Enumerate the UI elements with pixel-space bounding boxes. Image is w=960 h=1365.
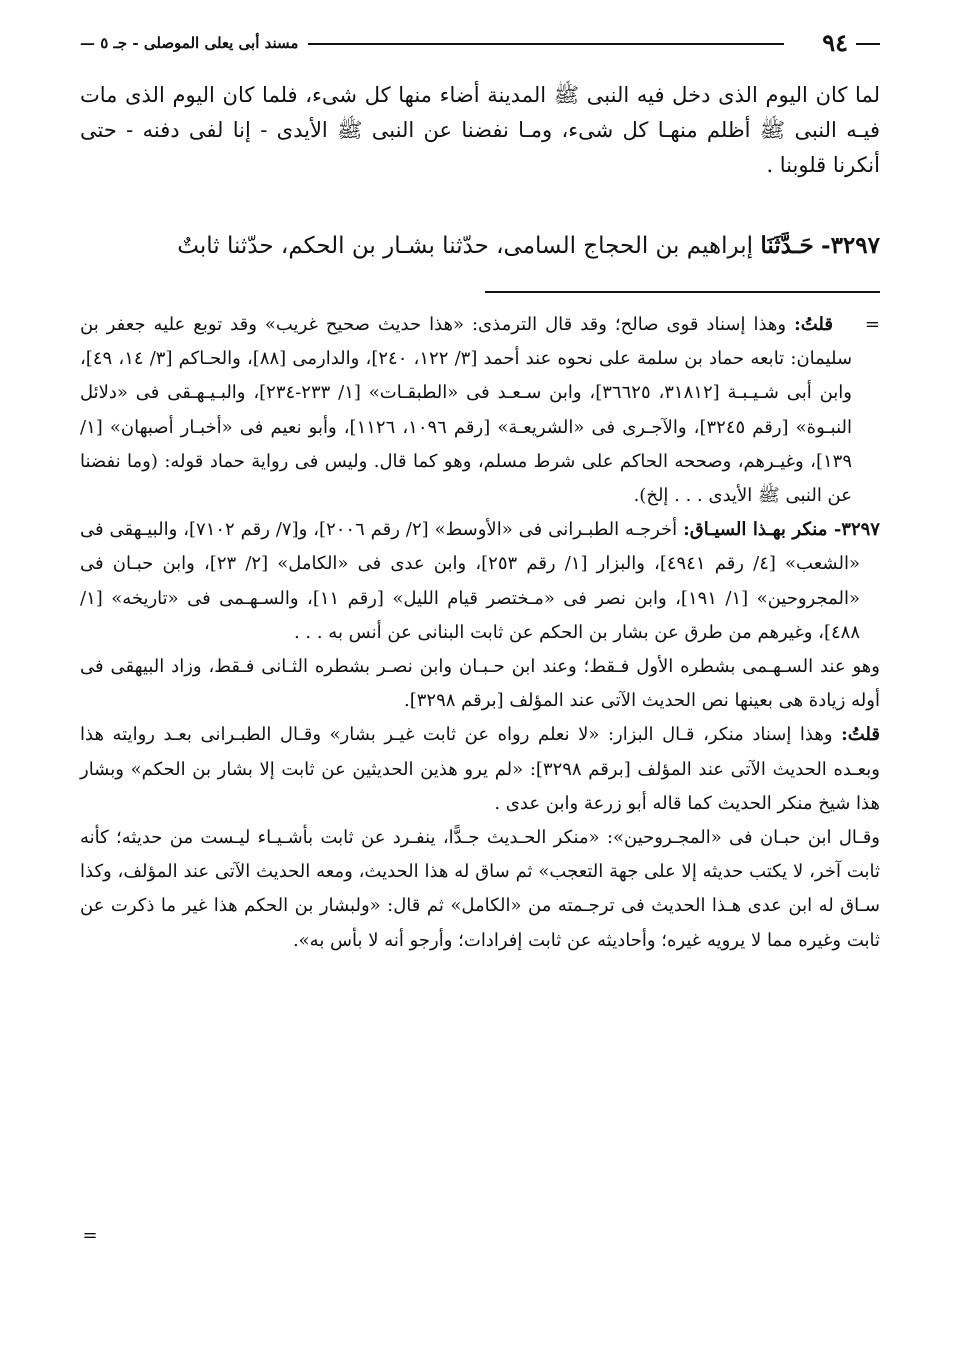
hadith-isnad: إبراهيم بن الحجاج السامى، حدّثنا بشـار بن الحكم، حدّثنا ثابتٌ — [177, 233, 754, 259]
footnote-3297-label: ٣٢٩٧- منكر بهـذا السيـاق: — [683, 519, 880, 541]
footnote-para5: وقـال ابن حبـان فى «المجـروحين»: «منكر الحـديث جـدًّا، ينفـرد عن ثابت بأشـيـاء ليـست من حديثه؛ كأنه ثابت آخر، لا يكتب حديثه إلا على جهة التعجب» ثم ساق له هذا الحديث، ومعه الحديث الآتى عند المؤلف، وكذا سـاق له ابن عدى هـذا الحديث فى ترجـمته من «الكامل» ثم قال: «ولبشار بن الحكم هذا غير ما ذكرت عن ثابت وغيره مما لا يرويه غيره؛ وأحاديثه عن ثابت إفرادات؛ وأرجو أنه لا بأس به». — [80, 827, 880, 951]
footnote-separator — [485, 291, 880, 293]
footnote-continuation — [80, 308, 880, 513]
hadith-verb: حَـدَّثَنَا — [760, 232, 814, 259]
footnote-3297 — [80, 513, 880, 650]
header-rule — [308, 43, 784, 45]
footnote-para4-text: وهذا إسناد منكر، قـال البزار: «لا نعلم رواه عن ثابت غيـر بشار» وقـال الطبـرانى بعـد روايته هذا وبعـده الحديث الآتى عند المؤلف [برقم ٣٢٩٨]: «لم يرو هذين الحديثين عن ثابت إلا بشار بن الحكم» وبشار هذا شيخ منكر الحديث كما قاله أبو زرعة وابن عدى . — [80, 724, 880, 814]
footnote-para4 — [80, 718, 880, 821]
continuation-end-marker: = — [82, 1225, 98, 1246]
page-number: ٩٤ — [822, 28, 848, 57]
qult-label: قلتُ: — [794, 314, 833, 335]
running-header — [80, 28, 880, 58]
footnotes — [80, 308, 880, 958]
qult-label-2: قلتُ: — [841, 724, 880, 746]
hadith-3297-header — [80, 226, 880, 266]
main-paragraph: لما كان اليوم الذى دخل فيه النبى ﷺ المدينة أضاء منها كل شىء، فلما كان اليوم الذى مات فيـه النبى ﷺ أظلم منهـا كل شىء، ومـا نفضنا عن النبى ﷺ الأيدى - إنا لفى دفنه - حتى أنكرنا قلوبنا . — [80, 83, 880, 177]
continuation-marker: = — [864, 314, 880, 335]
header-dash — [856, 43, 880, 45]
footnote-note1: وهذا إسناد قوى صالح؛ وقد قال الترمذى: «هذا حديث صحيح غريب» وقد توبع عليه جعفر بن سليمان: تابعه حماد بن سلمة على نحوه عند أحمد [٣/ ١٢٢، ٢٤٠]، والدارمى [٨٨]، والحـاكم [٣/ ١٤، ٤٩]، وابن أبى شـيـبـة [٣١٨١٢، ٣٦٦٢٥]، وابن سـعـد فى «الطبقـات» [١/ ٢٣٣-٢٣٤]، والبـيـهـقى فى «دلائل النبـوة» [رقم ٣٢٤٥]، والآجـرى فى «الشريعـة» [رقم ١٠٩٦، ١١٢٦]، وأبو نعيم فى «أخبـار أصبهان» [١/ ١٣٩]، وغيـرهم، وصححه الحاكم على شرط مسلم، وهو كما قال. وليس فى رواية حماد قوله: (وما نفضنا عن النبى ﷺ الأيدى . . . إلخ). — [80, 314, 853, 507]
footnote-3297-text: أخرجـه الطبـرانى فى «الأوسط» [٢/ رقم ٢٠٠٦]، و[٧/ رقم ٧١٠٢]، والبيـهقى فى «الشعب» [٤/ رقم ٤٩٤١]، والبزار [١/ رقم ٢٥٣]، وابن عدى فى «الكامل» [٢/ ٢٣]، وابن حبـان فى «المجروحين» [١/ ١٩١]، وابن نصر فى «مـختصر قيام الليل» [رقم ١١]، والسـهـمى فى «تاريخه» [١/ ٤٨٨]، وغيرهم من طرق عن بشار بن الحكم عن ثابت البنانى عن أنس به . . . — [80, 519, 860, 643]
footnote-para3: وهو عند السـهـمى بشطره الأول فـقط؛ وعند ابن حـبـان وابن نصـر بشطره الثـانى فـقط، وزاد البيهقى فى أوله زيادة هى بعينها نص الحديث الآتى عند المؤلف [برقم ٣٢٩٨]. — [80, 656, 880, 712]
main-text — [80, 78, 880, 183]
running-title: مسند أبى يعلى الموصلى - جـ ٥ — — [80, 34, 299, 52]
hadith-number: ٣٢٩٧- — [821, 232, 880, 259]
